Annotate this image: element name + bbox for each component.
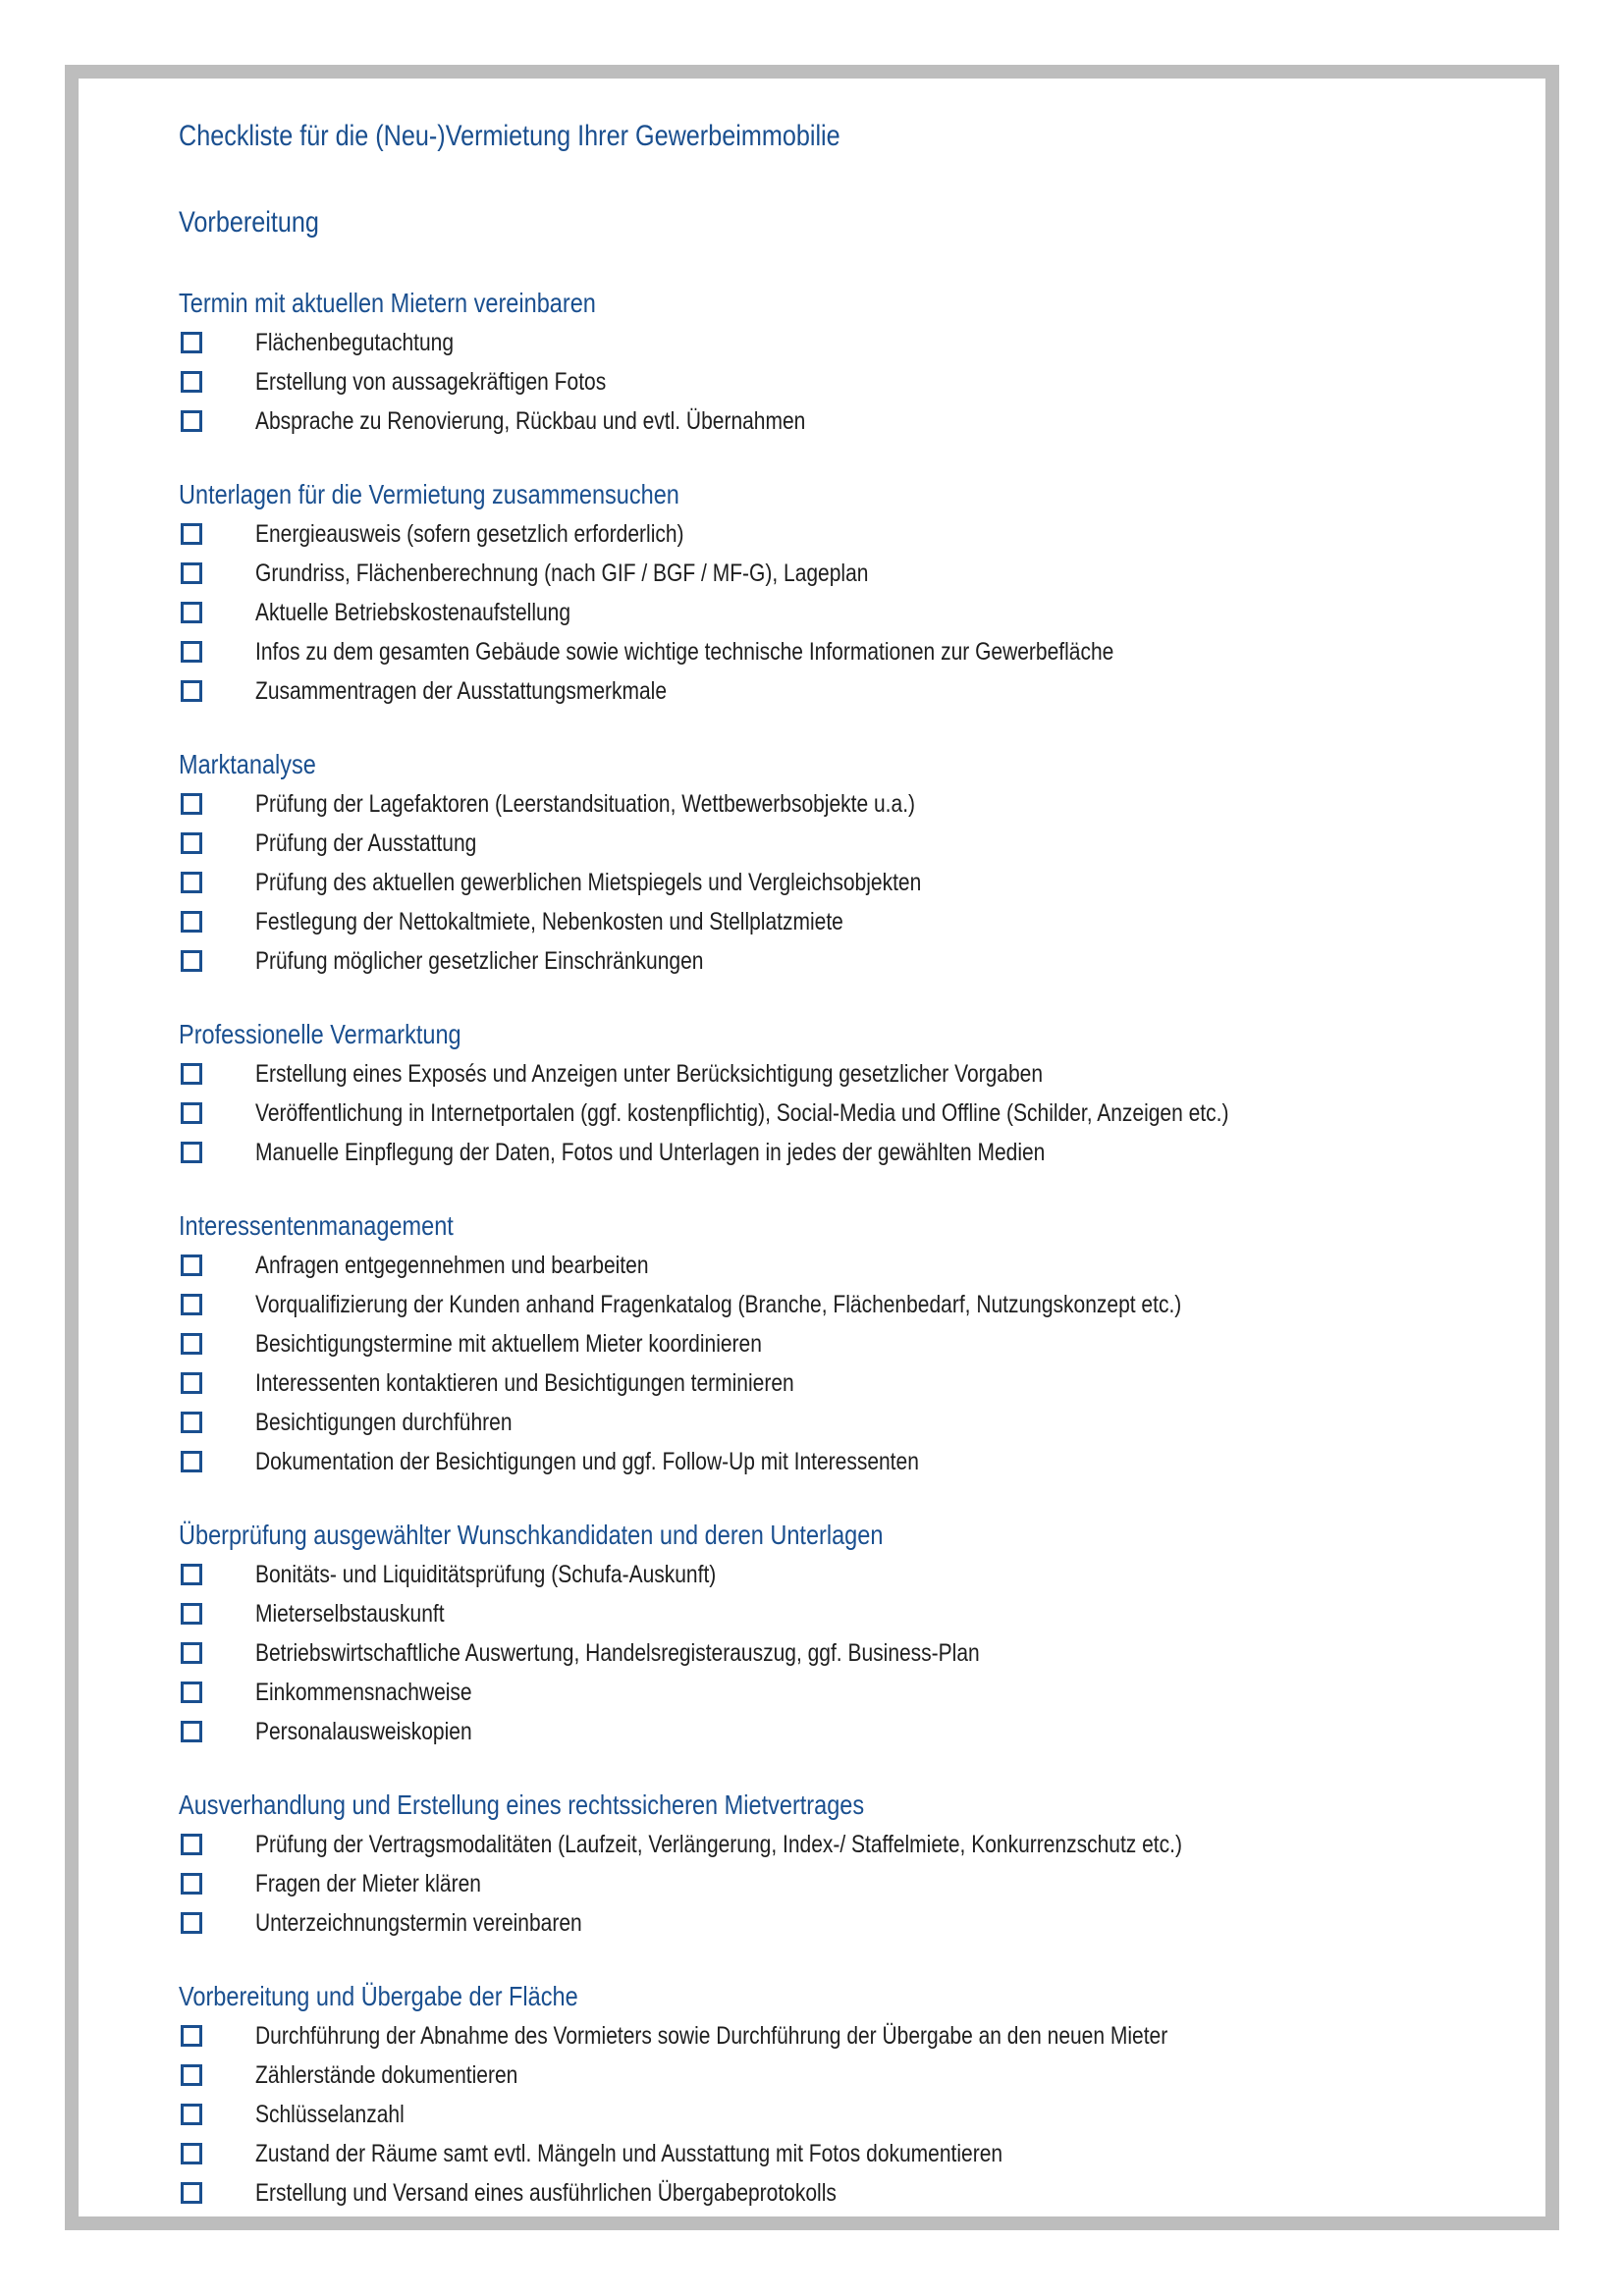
checkbox-icon[interactable] [181,1642,202,1664]
checkbox-icon[interactable] [181,641,202,663]
checklist-item [179,401,1534,441]
checklist-item [179,1442,1534,1481]
checklist-item [179,1825,1534,1864]
checklist-item [179,1324,1534,1363]
checklist-item [179,362,1534,401]
checklist-item [179,2016,1534,2056]
checklist-item [179,632,1534,671]
checkbox-icon[interactable] [181,1063,202,1085]
checklist-item [179,593,1534,632]
checkbox-icon[interactable] [181,1294,202,1315]
checkbox-icon[interactable] [181,1912,202,1934]
checklist-item-label: Aktuelle Betriebskostenaufstellung [255,599,571,626]
checkbox-icon[interactable] [181,371,202,393]
checklist-item [179,2173,1534,2213]
checklist-section [179,1786,1534,1943]
checklist-item-label: Erstellung und Versand eines ausführlichen Übergabeprotokolls [255,2179,837,2207]
checkbox-icon[interactable] [181,1255,202,1276]
checklist-item-label: Veröffentlichung in Internetportalen (ggf. kostenpflichtig), Social-Media und Offline (Schilder, Anzeigen etc.) [255,1099,1229,1127]
checklist-item-label: Prüfung der Vertragsmodalitäten (Laufzeit, Verlängerung, Index-/ Staffelmiete, Konkurrenzschutz etc.) [255,1831,1182,1858]
checklist-item [179,1246,1534,1285]
checklist-item-label: Prüfung der Ausstattung [255,829,477,857]
checklist-item [179,1673,1534,1712]
checklist-item [179,1094,1534,1133]
section-heading: Überprüfung ausgewählter Wunschkandidaten und deren Unterlagen [179,1520,884,1550]
checkbox-icon[interactable] [181,332,202,353]
checklist-item [179,784,1534,824]
checklist-item-label: Zustand der Räume samt evtl. Mängeln und Ausstattung mit Fotos dokumentieren [255,2140,1003,2167]
section-heading: Ausverhandlung und Erstellung eines rechtssicheren Mietvertrages [179,1789,865,1820]
checkbox-icon[interactable] [181,1333,202,1355]
checkbox-icon[interactable] [181,2182,202,2204]
checklist-item-label: Mieterselbstauskunft [255,1600,445,1628]
checklist-item [179,1712,1534,1751]
checklist-item [179,514,1534,554]
checklist-item-label: Festlegung der Nettokaltmiete, Nebenkosten und Stellplatzmiete [255,908,843,935]
checkbox-icon[interactable] [181,2025,202,2047]
checklist-item-label: Grundriss, Flächenberechnung (nach GIF / BGF / MF-G), Lageplan [255,560,869,587]
checklist-item-label: Einkommensnachweise [255,1679,472,1706]
checkbox-icon[interactable] [181,602,202,623]
checklist-item-label: Dokumentation der Besichtigungen und ggf. Follow-Up mit Interessenten [255,1448,919,1475]
checklist-item [179,671,1534,711]
checkbox-icon[interactable] [181,1873,202,1895]
checklist-item [179,1594,1534,1633]
checkbox-icon[interactable] [181,950,202,972]
checklist-item-label: Zählerstände dokumentieren [255,2061,518,2089]
checklist-item-label: Prüfung des aktuellen gewerblichen Mietspiegels und Vergleichsobjekten [255,869,922,896]
checkbox-icon[interactable] [181,1372,202,1394]
checklist-item-label: Fragen der Mieter klären [255,1870,481,1897]
checklist-document [179,116,1534,2247]
checklist-item-label: Interessenten kontaktieren und Besichtigungen terminieren [255,1369,794,1397]
checklist-item-label: Infos zu dem gesamten Gebäude sowie wichtige technische Informationen zur Gewerbefläche [255,638,1114,666]
checkbox-icon[interactable] [181,2143,202,2164]
checklist-section [179,284,1534,441]
checklist-section [179,1206,1534,1481]
checkbox-icon[interactable] [181,1564,202,1585]
checklist-item-label: Erstellung von aussagekräftigen Fotos [255,368,607,396]
document-subtitle: Vorbereitung [179,206,319,239]
checkbox-icon[interactable] [181,1721,202,1742]
checkbox-icon[interactable] [181,1603,202,1625]
section-heading: Professionelle Vermarktung [179,1019,461,1049]
checklist-item [179,941,1534,981]
checklist-section [179,475,1534,711]
checkbox-icon[interactable] [181,872,202,893]
section-heading: Marktanalyse [179,749,316,779]
checkbox-icon[interactable] [181,523,202,545]
checklist-item-label: Flächenbegutachtung [255,329,454,356]
section-heading: Termin mit aktuellen Mietern vereinbaren [179,288,596,318]
checklist-item-label: Besichtigungen durchführen [255,1409,513,1436]
checklist-item-label: Prüfung der Lagefaktoren (Leerstandsituation, Wettbewerbsobjekte u.a.) [255,790,916,818]
section-heading: Interessentenmanagement [179,1210,454,1241]
checklist-section [179,1516,1534,1751]
checklist-item-label: Bonitäts- und Liquiditätsprüfung (Schufa-Auskunft) [255,1561,717,1588]
checklist-item [179,1403,1534,1442]
checkbox-icon[interactable] [181,2104,202,2125]
checklist-item-label: Absprache zu Renovierung, Rückbau und evtl. Übernahmen [255,407,806,435]
checklist-item [179,863,1534,902]
checklist-item [179,2134,1534,2173]
checkbox-icon[interactable] [181,832,202,854]
checkbox-icon[interactable] [181,562,202,584]
checklist-item [179,1633,1534,1673]
checklist-item-label: Prüfung möglicher gesetzlicher Einschränkungen [255,947,704,975]
checklist-item [179,323,1534,362]
checklist-item [179,2056,1534,2095]
checkbox-icon[interactable] [181,1682,202,1703]
checklist-item [179,1903,1534,1943]
checklist-item [179,1133,1534,1172]
checklist-item [179,824,1534,863]
checklist-item [179,1864,1534,1903]
checklist-item-label: Anfragen entgegennehmen und bearbeiten [255,1252,649,1279]
checklist-sections [179,284,1534,2213]
checklist-section [179,745,1534,981]
checklist-item-label: Schlüsselanzahl [255,2101,405,2128]
checkbox-icon[interactable] [181,2064,202,2086]
checkbox-icon[interactable] [181,793,202,815]
checklist-item-label: Zusammentragen der Ausstattungsmerkmale [255,677,668,705]
checkbox-icon[interactable] [181,1451,202,1472]
checklist-item-label: Manuelle Einpflegung der Daten, Fotos und Unterlagen in jedes der gewählten Medien [255,1139,1046,1166]
checklist-item [179,1285,1534,1324]
checklist-item-label: Besichtigungstermine mit aktuellem Mieter koordinieren [255,1330,762,1358]
checklist-item-label: Unterzeichnungstermin vereinbaren [255,1909,582,1937]
checklist-item-label: Durchführung der Abnahme des Vormieters sowie Durchführung der Übergabe an den neuen Mieter [255,2022,1168,2050]
checklist-section [179,1977,1534,2213]
section-heading: Unterlagen für die Vermietung zusammensuchen [179,479,679,509]
checklist-section [179,1015,1534,1172]
checkbox-icon[interactable] [181,1102,202,1124]
checkbox-icon[interactable] [181,1412,202,1433]
checkbox-icon[interactable] [181,680,202,702]
checklist-item [179,902,1534,941]
checklist-item-label: Energieausweis (sofern gesetzlich erforderlich) [255,520,684,548]
checkbox-icon[interactable] [181,1142,202,1163]
checklist-item [179,1555,1534,1594]
checkbox-icon[interactable] [181,1834,202,1855]
document-title: Checkliste für die (Neu-)Vermietung Ihrer Gewerbeimmobilie [179,120,840,152]
checklist-item [179,1054,1534,1094]
checklist-item-label: Betriebswirtschaftliche Auswertung, Handelsregisterauszug, ggf. Business-Plan [255,1639,980,1667]
checklist-item-label: Erstellung eines Exposés und Anzeigen unter Berücksichtigung gesetzlicher Vorgaben [255,1060,1044,1088]
checklist-item-label: Vorqualifizierung der Kunden anhand Fragenkatalog (Branche, Flächenbedarf, Nutzungskonzept etc.) [255,1291,1182,1318]
section-heading: Vorbereitung und Übergabe der Fläche [179,1981,578,2011]
checklist-item [179,2095,1534,2134]
checkbox-icon[interactable] [181,410,202,432]
checklist-item [179,554,1534,593]
checklist-item [179,1363,1534,1403]
checkbox-icon[interactable] [181,911,202,933]
checklist-item-label: Personalausweiskopien [255,1718,472,1745]
